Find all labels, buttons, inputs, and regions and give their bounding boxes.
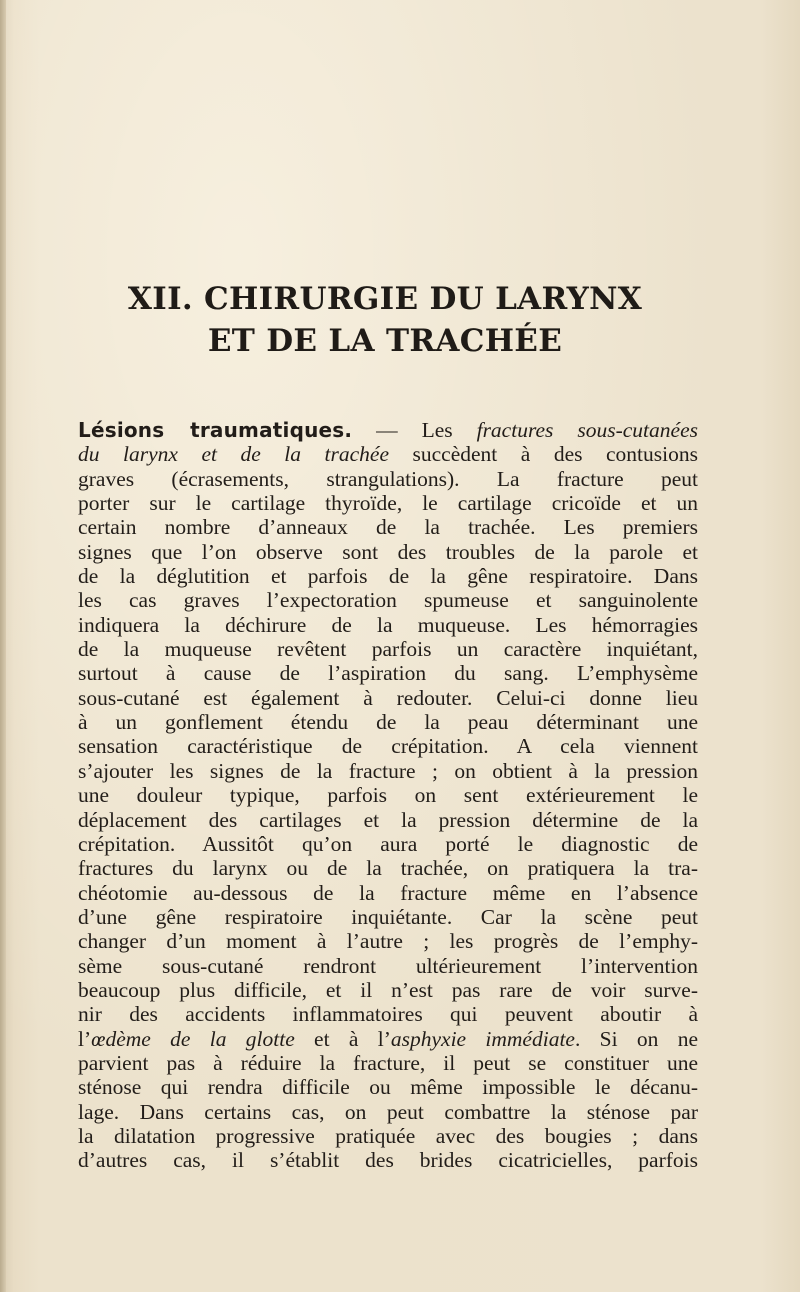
text-run: s’ajouter les signes de la fracture ; on obtient à la pression (78, 758, 698, 783)
text-run: sténose qui rendra difficile ou même impossible le décanu- (78, 1075, 698, 1100)
text-line (78, 588, 698, 612)
text-line (78, 661, 698, 685)
text-run: indiquera la déchirure de la muqueuse. Les hémorragies (78, 612, 698, 637)
text-run: graves (écrasements, strangulations). La fracture peut (78, 466, 698, 491)
text-line (78, 759, 698, 783)
text-line (78, 1051, 698, 1075)
text-line (78, 1148, 698, 1172)
text-run: succèdent à des contusions (389, 442, 698, 467)
text-line (78, 734, 698, 758)
text-run: sème sous-cutané rendront ultérieurement l’intervention (78, 953, 698, 978)
text-run: . Si on ne (574, 1026, 698, 1051)
text-line (78, 491, 698, 515)
text-run: porter sur le cartilage thyroïde, le cartilage cricoïde et un (78, 491, 698, 516)
text-run: d’une gêne respiratoire inquiétante. Car la scène peut (78, 904, 698, 929)
text-run: certain nombre d’anneaux de la trachée. Les premiers (78, 515, 698, 540)
text-line (78, 1124, 698, 1148)
italic-text: fractures sous-cutanées (476, 418, 698, 442)
text-line (78, 1002, 698, 1026)
text-run: beaucoup plus difficile, et il n’est pas rare de voir surve- (78, 977, 698, 1002)
italic-text: du larynx et de la trachée (78, 442, 389, 467)
text-run: déplacement des cartilages et la pression détermine de la (78, 807, 698, 832)
text-run: surtout à cause de l’aspiration du sang. L’emphysème (78, 661, 698, 686)
text-run: de la déglutition et parfois de la gêne respiratoire. Dans (78, 564, 698, 589)
text-line (78, 710, 698, 734)
text-line (78, 613, 698, 637)
text-run: signes que l’on observe sont des troubles de la parole et (78, 539, 698, 564)
text-run: sous-cutané est également à redouter. Celui-ci donne lieu (78, 685, 698, 710)
text-run: sensation caractéristique de crépitation. A cela viennent (78, 734, 698, 759)
text-line (78, 978, 698, 1002)
text-line (78, 1027, 698, 1051)
text-run: fractures du larynx ou de la trachée, on pratiquera la tra- (78, 856, 698, 881)
text-line (78, 954, 698, 978)
text-run: nir des accidents inflammatoires qui peuvent aboutir à (78, 1002, 698, 1027)
text-line (78, 467, 698, 491)
text-line (78, 1100, 698, 1124)
text-run: d’autres cas, il s’établit des brides cicatricielles, parfois (78, 1148, 698, 1173)
section-heading: Lésions traumatiques. (78, 418, 353, 442)
text-line (78, 783, 698, 807)
italic-text: asphyxie immédiate (390, 1026, 575, 1051)
text-line (78, 540, 698, 564)
text-line (78, 808, 698, 832)
text-run: changer d’un moment à l’autre ; les progrès de l’emphy- (78, 929, 698, 954)
text-run: chéotomie au-dessous de la fracture même en l’absence (78, 880, 698, 905)
text-line (78, 881, 698, 905)
text-line (78, 418, 698, 442)
text-run: — Les (352, 418, 477, 442)
section-body (78, 418, 698, 1173)
text-run: crépitation. Aussitôt qu’on aura porté le diagnostic de (78, 831, 698, 856)
text-run: à un gonflement étendu de la peau déterminant une (78, 710, 698, 735)
text-run: la dilatation progressive pratiquée avec des bougies ; dans (78, 1123, 698, 1148)
text-line (78, 929, 698, 953)
text-line (78, 686, 698, 710)
text-run: parvient pas à réduire la fracture, il peut se constituer une (78, 1050, 698, 1075)
text-run: une douleur typique, parfois on sent extérieurement le (78, 783, 698, 808)
text-line (78, 442, 698, 466)
text-line (78, 637, 698, 661)
text-run: les cas graves l’expectoration spumeuse et sanguinolente (78, 588, 698, 613)
text-line (78, 564, 698, 588)
italic-text: œdème de la glotte (91, 1026, 295, 1051)
text-run: de la muqueuse revêtent parfois un caractère inquiétant, (78, 637, 698, 662)
text-run: et à l’ (294, 1026, 391, 1051)
text-line (78, 1075, 698, 1099)
text-line (78, 832, 698, 856)
page-binding-edge (0, 0, 6, 1292)
chapter-title-line-1: XII. CHIRURGIE DU LARYNX (127, 281, 643, 317)
text-line (78, 856, 698, 880)
text-line (78, 515, 698, 539)
text-run: l’ (78, 1026, 92, 1051)
text-line (78, 905, 698, 929)
text-run: lage. Dans certains cas, on peut combattre la sténose par (78, 1099, 698, 1124)
chapter-title-line-2: ET DE LA TRACHÉE (207, 323, 563, 359)
chapter-title (0, 278, 770, 362)
